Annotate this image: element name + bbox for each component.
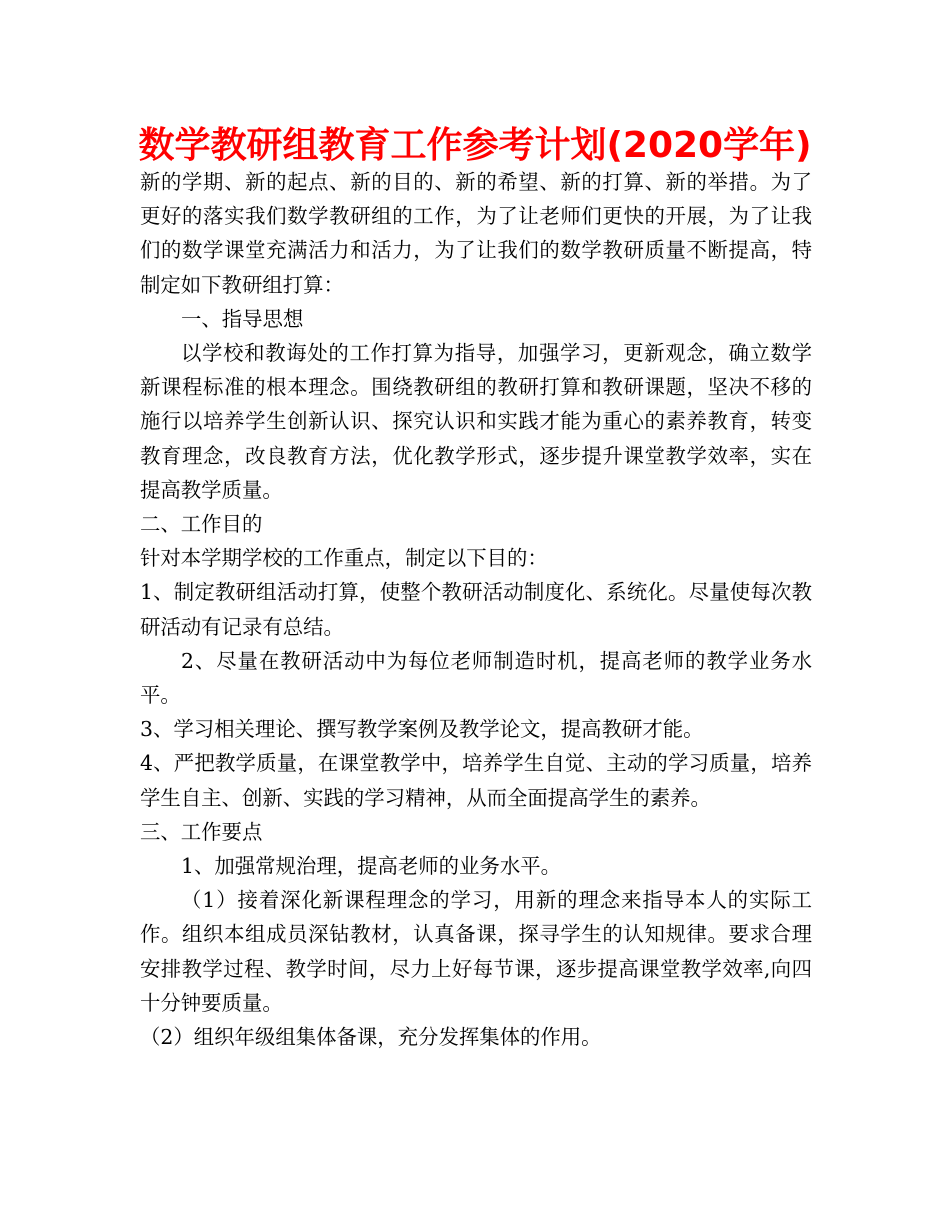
guiding-ideology-paragraph: 以学校和教诲处的工作打算为指导，加强学习，更新观念，确立数学新课程标准的根本理念。围绕教研组的教研打算和教研课题，坚决不移的施行以培养学生创新认识、探究认识和实践才能为重心的素养教育，转变教育理念，改良教育方法，优化教学形式，逐步提升课堂教学效率，实在提高教学质量。 <box>140 341 812 502</box>
goal-item-4: 4、严把教学质量，在课堂教学中，培养学生自觉、主动的学习质量，培养学生自主、创新、实践的学习精神，从而全面提高学生的素养。 <box>140 751 812 810</box>
work-point-1: 1、加强常规治理，提高老师的业务水平。 <box>181 854 562 879</box>
work-point-1-sub-1: （1）接着深化新课程理念的学习，用新的理念来指导本人的实际工作。组织本组成员深钻教材，认真备课，探寻学生的认知规律。要求合理安排教学过程、教学时间，尽力上好每节课，逐步提高课堂教学效率,向四十分钟要质量。 <box>140 888 812 1015</box>
section-heading-work-points: 三、工作要点 <box>140 819 263 844</box>
section-heading-work-goals: 二、工作目的 <box>140 512 263 537</box>
work-point-1-sub-2: （2）组织年级组集体备课，充分发挥集体的作用。 <box>140 1025 602 1050</box>
document-body <box>140 165 812 1054</box>
goal-item-3: 3、学习相关理论、撰写教学案例及教学论文，提高教研才能。 <box>140 717 704 742</box>
goal-item-2: 2、尽量在教研活动中为每位老师制造时机，提高老师的教学业务水平。 <box>140 648 812 708</box>
document-title: 数学教研组教育工作参考计划(2020学年) <box>138 125 812 166</box>
intro-paragraph: 新的学期、新的起点、新的目的、新的希望、新的打算、新的举措。为了更好的落实我们数学教研组的工作，为了让老师们更快的开展，为了让我们的数学课堂充满活力和活力，为了让我们的数学教研质量不断提高，特制定如下教研组打算： <box>140 170 812 297</box>
section-heading-guiding-ideology: 一、指导思想 <box>181 306 304 331</box>
work-goals-intro: 针对本学期学校的工作重点，制定以下目的： <box>140 546 548 571</box>
goal-item-1: 1、制定教研组活动打算，使整个教研活动制度化、系统化。尽量使每次教研活动有记录有总结。 <box>140 580 812 639</box>
